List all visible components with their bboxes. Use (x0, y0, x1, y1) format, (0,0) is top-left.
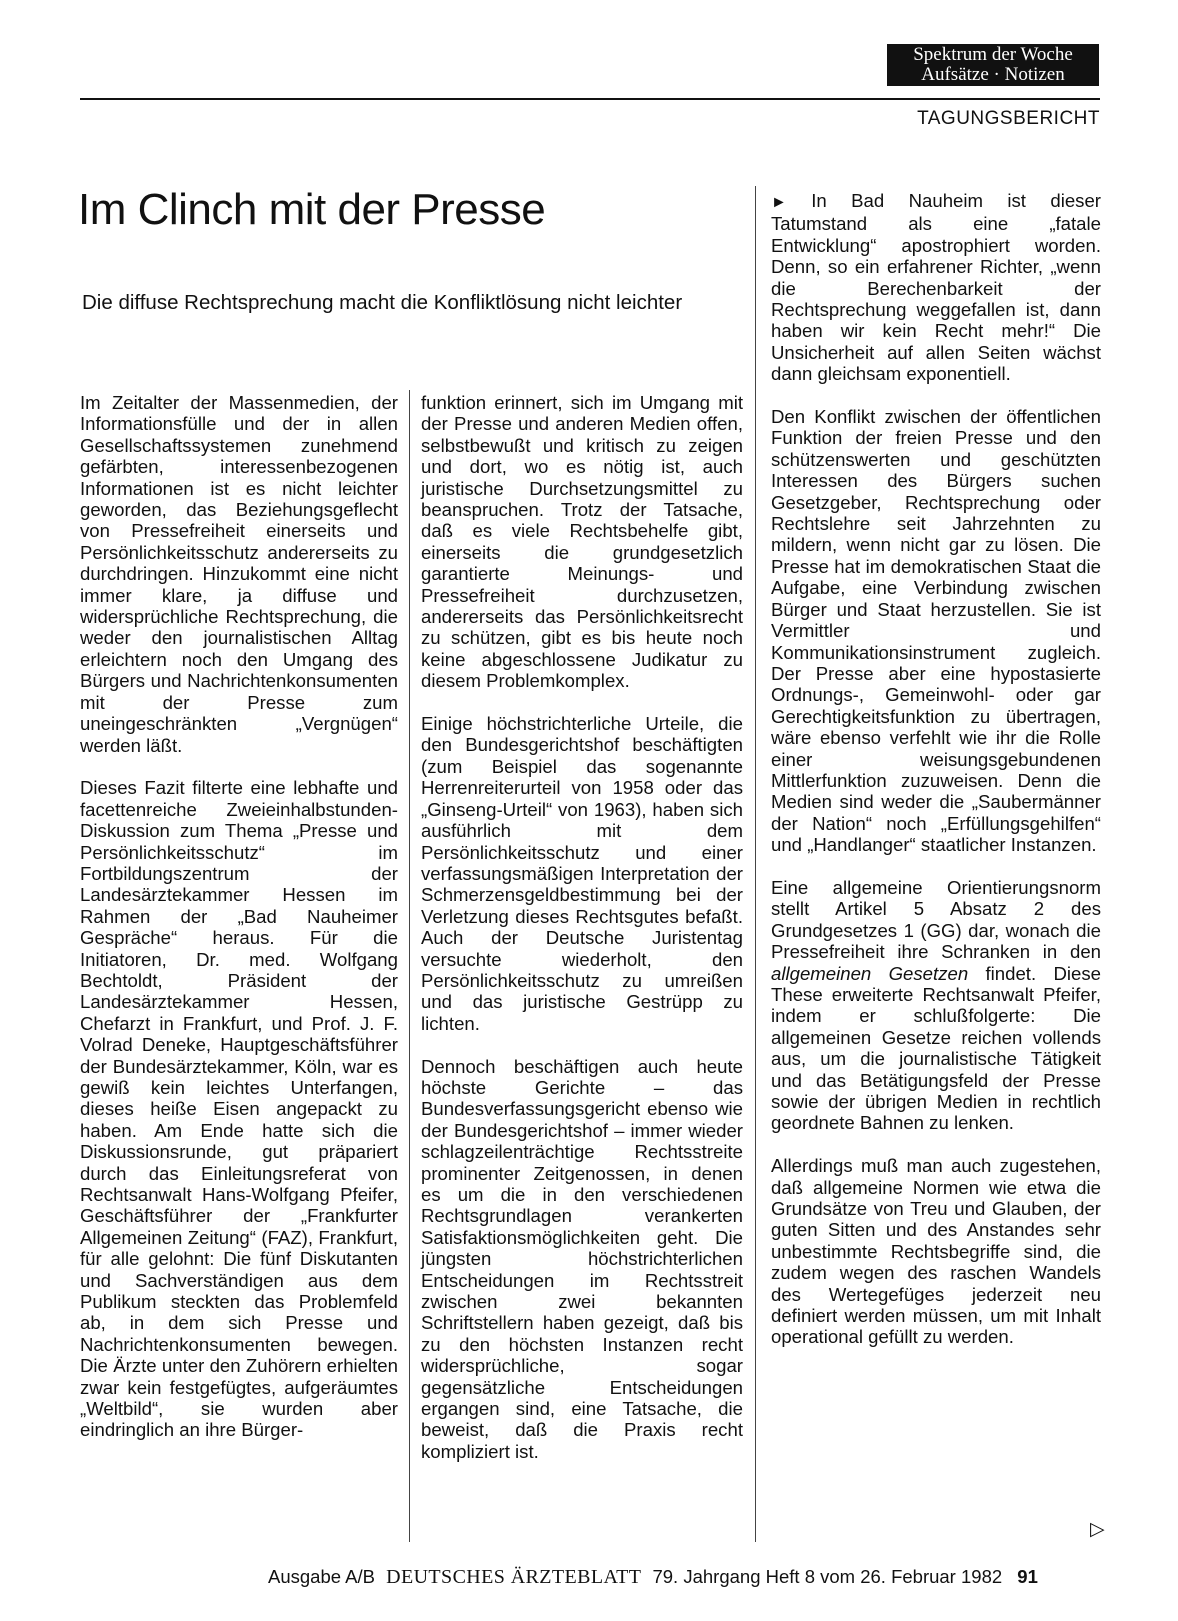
kicker: TAGUNGSBERICHT (917, 108, 1100, 129)
header-rule (80, 98, 1100, 100)
column-divider (755, 186, 756, 1542)
edition: Ausgabe A/B (268, 1566, 375, 1587)
section-label-line1: Spektrum der Woche (913, 44, 1073, 65)
page-number: 91 (1017, 1566, 1038, 1587)
issue-info: 79. Jahrgang Heft 8 vom 26. Februar 1982 (652, 1566, 1003, 1587)
article-title: Im Clinch mit der Presse (78, 185, 546, 234)
text-run: Eine allgemeine Orientierungsnorm stellt Artikel 5 Absatz 2 des Grundgesetzes 1 (GG) dar, wonach die Pressefreiheit ihre Schranken in den (771, 876, 1101, 963)
triangle-marker-icon: ► (771, 194, 787, 211)
lead-text: In Bad Nauheim ist dieser Tatumstand als eine „fatale Entwicklung“ apostrophiert worden. Denn, so ein erfahrener Richter, „wenn die Berechenbarkeit der Rechtsprechung weggefallen ist, dann haben wir kein Recht mehr!“ Die Unsicherheit auf allen Seiten wächst dann gleichsam exponentiell. (771, 190, 1101, 385)
paragraph-lead (771, 190, 1101, 385)
journal-name: DEUTSCHES ÄRZTEBLATT (386, 1566, 642, 1588)
column-3 (771, 190, 1101, 1369)
paragraph: Den Konflikt zwischen der öffentlichen Funktion der freien Presse und den schützenswerten und geschützten Interessen des Bürgers suchen Gesetzgeber, Rechtsprechung oder Rechtslehre seit Jahrzehnten zu mildern, wenn nicht gar zu lösen. Die Presse hat im demokratischen Staat die Aufgabe, eine Verbindung zwischen Bürger und Staat herzustellen. Sie ist Vermittler und Kommunikationsinstrument zugleich. Der Presse aber eine hypostasierte Ordnungs-, Gemeinwohl- oder gar Gerechtigkeitsfunktion zu übertragen, wäre ebenso verfehlt wie ihr die Rolle einer weisungsgebundenen Mittlerfunktion zuzuweisen. Denn die Medien sind weder die „Saubermänner der Nation“ noch „Erfüllungsgehilfen“ und „Handlanger“ staatlicher Instanzen. (771, 406, 1101, 856)
continued-arrow-icon: ▷ (1090, 1519, 1105, 1540)
paragraph: funktion erinnert, sich im Umgang mit der Presse und anderen Medien offen, selbstbewußt und kritisch zu zeigen und dort, wo es nötig ist, auch juristische Durchsetzungsmittel zu beanspruchen. Trotz der Tatsache, daß es viele Rechtsbehelfe gibt, einerseits die grundgesetzlich garantierte Meinungs- und Pressefreiheit durchzusetzen, andererseits das Persönlichkeitsrecht zu schützen, gibt es bis heute noch keine abgeschlossene Judikatur zu diesem Problemkomplex. (421, 392, 743, 692)
section-label-line2: Aufsätze · Notizen (921, 64, 1065, 85)
paragraph: Im Zeitalter der Massenmedien, der Informationsfülle und der in allen Gesellschaftssystemen zunehmend gefärbten, interessenbezogenen Informationen ist es nicht leichter geworden, das Beziehungsgeflecht von Pressefreiheit einerseits und Persönlichkeitsschutz andererseits zu durchdringen. Hinzukommt eine nicht immer klare, ja diffuse und widersprüchliche Rechtsprechung, die weder den journalistischen Alltag erleichtern noch den Umgang des Bürgers und Nachrichtenkonsumenten mit der Presse zum uneingeschränkten „Vergnügen“ werden läßt. (80, 392, 398, 756)
paragraph (771, 877, 1101, 1134)
paragraph: Dieses Fazit filterte eine lebhafte und facettenreiche Zweieinhalbstunden-Diskussion zum Thema „Presse und Persönlichkeitsschutz“ im Fortbildungszentrum der Landesärztekammer Hessen im Rahmen der „Bad Nauheimer Gespräche“ heraus. Für die Initiatoren, Dr. med. Wolfgang Bechtoldt, Präsident der Landesärztekammer Hessen, Chefarzt in Frankfurt, und Prof. J. F. Volrad Deneke, Hauptgeschäftsführer der Bundesärztekammer, Köln, war es gewiß kein leichtes Unterfangen, dieses heiße Eisen angepackt zu haben. Am Ende hatte sich die Diskussionsrunde, gut präpariert durch das Einleitungsreferat von Rechtsanwalt Hans-Wolfgang Pfeifer, Geschäftsführer der „Frankfurter Allgemeinen Zeitung“ (FAZ), Frankfurt, für alle gelohnt: Die fünf Diskutanten und Sachverständigen aus dem Publikum steckten das Problemfeld ab, in dem sich Presse und Nachrichtenkonsumenten bewegen. Die Ärzte unter den Zuhörern erhielten zwar kein festgefügtes, aufgeräumtes „Weltbild“, sie wurden aber eindringlich an ihre Bürger- (80, 777, 398, 1441)
column-divider (409, 390, 410, 1542)
section-label (887, 44, 1099, 86)
text-run: findet. Diese These erweiterte Rechtsanwalt Pfeifer, indem er schlußfolgerte: Die allgemeinen Gesetze reichen vollends aus, um die journalistische Tätigkeit und das Betätigungsfeld der Presse sowie der übrigen Medien in rechtlich geordnete Bahnen zu lenken. (771, 962, 1101, 1134)
paragraph: Allerdings muß man auch zugestehen, daß allgemeine Normen wie etwa die Grundsätze von Treu und Glauben, der guten Sitten und des Anstandes sehr unbestimmte Rechtsbegriffe sind, die zudem wegen des raschen Wandels des Wertegefüges jederzeit neu definiert werden müssen, um mit Inhalt operational gefüllt zu werden. (771, 1155, 1101, 1348)
paragraph: Dennoch beschäftigen auch heute höchste Gerichte – das Bundesverfassungsgericht ebenso wie der Bundesgerichtshof – immer wieder schlagzeilenträchtige Rechtsstreite prominenter Zeitgenossen, in denen es um die in den verschiedenen Rechtsgrundlagen verankerten Satisfaktionsmöglichkeiten geht. Die jüngsten höchstrichterlichen Entscheidungen im Rechtsstreit zwischen zwei bekannten Schriftstellern haben gezeigt, daß bis zu den höchsten Instanzen recht widersprüchliche, sogar gegensätzliche Entscheidungen ergangen sind, eine Tatsache, die beweist, daß die Praxis recht kompliziert ist. (421, 1055, 743, 1462)
paragraph: Einige höchstrichterliche Urteile, die den Bundesgerichtshof beschäftigten (zum Beispiel das sogenannte Herrenreiterurteil von 1958 oder das „Ginseng-Urteil“ von 1963), haben sich ausführlich mit dem Persönlichkeitsschutz und einer verfassungsmäßigen Interpretation der Schmerzensgeldbestimmung bei der Verletzung dieses Rechtsgutes befaßt. Auch der Deutsche Juristentag versuchte wiederholt, den Persönlichkeitsschutz zu umreißen und das juristische Gestrüpp zu lichten. (421, 713, 743, 1034)
column-1 (80, 392, 398, 1462)
column-2 (421, 392, 743, 1484)
article-subtitle: Die diffuse Rechtsprechung macht die Konfliktlösung nicht leichter (82, 291, 683, 314)
page-footer (268, 1566, 1038, 1589)
emphasis: allgemeinen Gesetzen (771, 962, 969, 984)
